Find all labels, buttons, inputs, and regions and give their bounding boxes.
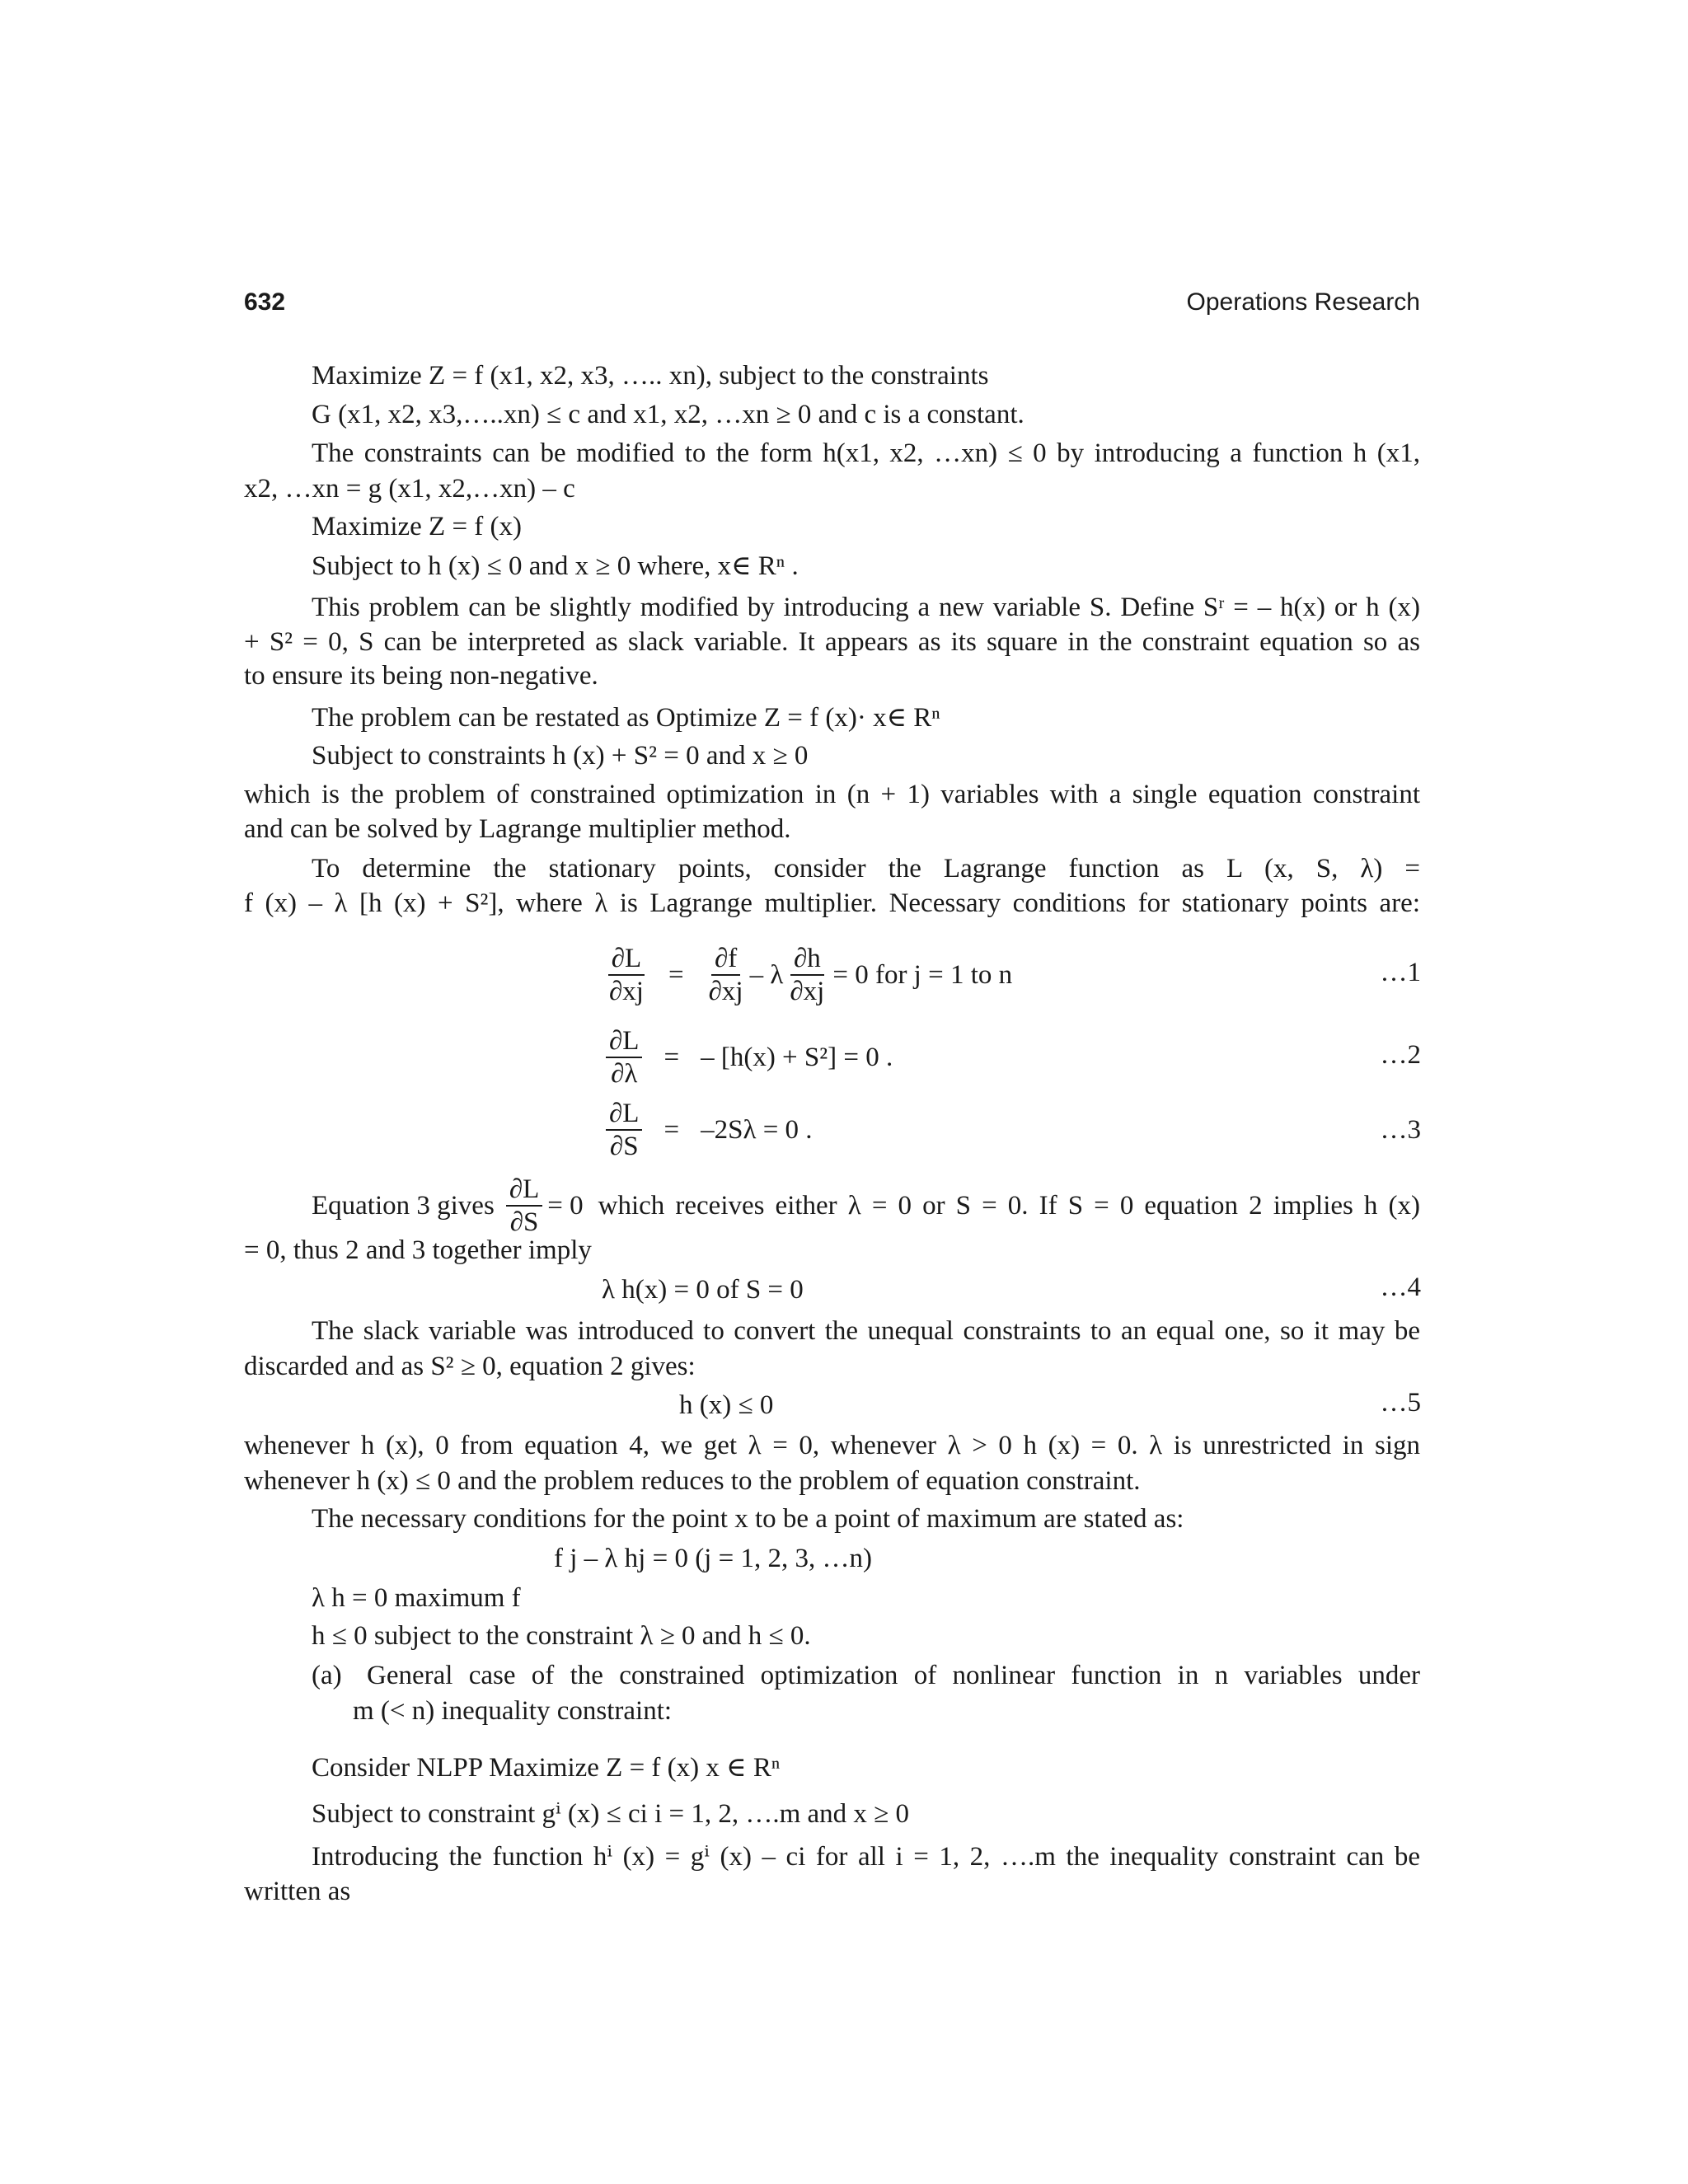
text-line: to ensure its being non-negative. bbox=[244, 661, 598, 691]
text-line: Maximize Z = f (x) bbox=[312, 512, 523, 541]
fraction: $\frac{\partial L}{\partial S}$ bbox=[506, 1174, 542, 1238]
fraction: $\frac{\partial L}{\partial xj}$ bbox=[609, 944, 644, 1006]
text-line: whenever h (x), 0 from equation 4, we get λ = 0, whenever λ > 0 h (x) = 0. λ is unrestricted in sign bbox=[244, 1431, 1420, 1460]
equation-tag: …5 bbox=[1380, 1388, 1421, 1418]
text-line: f (x) – λ [h (x) + S²], where λ is Lagrange multiplier. Necessary conditions for stationary points are: bbox=[244, 888, 1420, 918]
text-line: f j – λ hj = 0 (j = 1, 2, 3, …n) bbox=[554, 1544, 872, 1573]
fraction: $\frac{\partial L}{\partial S}$ bbox=[606, 1098, 642, 1162]
list-marker: (a) bbox=[312, 1661, 342, 1690]
text-line: Consider NLPP Maximize Z = f (x) x ∈ Rⁿ bbox=[312, 1753, 781, 1783]
text-line: The slack variable was introduced to convert the unequal constraints to an equal one, so it may be bbox=[312, 1316, 1420, 1346]
text-line: λ h = 0 maximum f bbox=[312, 1583, 521, 1613]
text-line: whenever h (x) ≤ 0 and the problem reduces to the problem of equation constraint. bbox=[244, 1466, 1141, 1496]
text-line: The necessary conditions for the point x to be a point of maximum are stated as: bbox=[312, 1504, 1184, 1534]
text-line: G (x1, x2, x3,…..xn) ≤ c and x1, x2, …xn ≥ 0 and c is a constant. bbox=[312, 400, 1025, 429]
running-title: Operations Research bbox=[1186, 288, 1420, 316]
text-line: Subject to constraints h (x) + S² = 0 and x ≥ 0 bbox=[312, 741, 809, 771]
text-line: = 0, thus 2 and 3 together imply bbox=[244, 1235, 592, 1265]
text-line: Subject to h (x) ≤ 0 and x ≥ 0 where, x∈ Rⁿ . bbox=[312, 551, 799, 581]
text-line: x2, …xn = g (x1, x2,…xn) – c bbox=[244, 474, 575, 504]
equation-tag: …1 bbox=[1380, 958, 1421, 987]
text-line: Maximize Z = f (x1, x2, x3, ….. xn), subject to the constraints bbox=[312, 361, 989, 391]
text-line: Introducing the function hⁱ (x) = gⁱ (x) – ci for all i = 1, 2, ….m the inequality constraint can be bbox=[312, 1842, 1420, 1872]
text-line: h (x) ≤ 0 bbox=[679, 1390, 774, 1420]
fraction: $\frac{\partial h}{\partial xj}$ bbox=[790, 944, 825, 1006]
equation-tag: …2 bbox=[1380, 1040, 1421, 1070]
text-line: General case of the constrained optimization of nonlinear function in n variables under bbox=[367, 1661, 1420, 1690]
text-line: + S² = 0, S can be interpreted as slack variable. It appears as its square in the constraint equation so as bbox=[244, 627, 1420, 657]
text-line: which is the problem of constrained optimization in (n + 1) variables with a single equation constraint bbox=[244, 780, 1420, 809]
page-number: 632 bbox=[244, 288, 286, 316]
text-line: λ h(x) = 0 of S = 0 bbox=[602, 1275, 804, 1305]
fraction: $\frac{\partial L}{\partial\lambda}$ bbox=[606, 1025, 642, 1090]
inline-equation-line: Equation 3 gives $\frac{\partial L}{\partial S}$ = 0 which receives either λ = 0 or S = 0. If S = 0 equation 2 implies h (x) bbox=[312, 1174, 1420, 1237]
fraction: $\frac{\partial f}{\partial xj}$ bbox=[708, 944, 743, 1006]
text-line: The constraints can be modified to the form h(x1, x2, …xn) ≤ 0 by introducing a function h (x1, bbox=[312, 438, 1420, 468]
text-line: m (< n) inequality constraint: bbox=[353, 1696, 673, 1726]
equation-2: $\frac{\partial L}{\partial\lambda}$ = – [h(x) + S²] = 0 . bbox=[606, 1020, 893, 1094]
text-line: h ≤ 0 subject to the constraint λ ≥ 0 and h ≤ 0. bbox=[312, 1621, 811, 1651]
text-line: The problem can be restated as Optimize Z = f (x)· x∈ Rⁿ bbox=[312, 703, 940, 733]
text-line: To determine the stationary points, consider the Lagrange function as L (x, S, λ) = bbox=[312, 854, 1420, 883]
text-line: written as bbox=[244, 1877, 351, 1906]
equation-3: $\frac{\partial L}{\partial S}$ = –2Sλ = 0 . bbox=[606, 1093, 813, 1167]
text-line: This problem can be slightly modified by introducing a new variable S. Define Sʳ = – h(x) or h (x) bbox=[312, 593, 1420, 622]
equation-tag: …3 bbox=[1380, 1115, 1421, 1145]
text-line: discarded and as S² ≥ 0, equation 2 gives: bbox=[244, 1352, 696, 1381]
text-line: and can be solved by Lagrange multiplier method. bbox=[244, 814, 791, 844]
equation-tag: …4 bbox=[1380, 1272, 1421, 1302]
text-line: Subject to constraint gⁱ (x) ≤ ci i = 1, 2, ….m and x ≥ 0 bbox=[312, 1799, 910, 1829]
equation-1: $\frac{\partial L}{\partial xj}$ = $\frac{\partial f}{\partial xj}$ – λ $\frac{\partial h}{\partial xj}$ = 0 for j = 1 to n bbox=[606, 938, 1012, 1012]
